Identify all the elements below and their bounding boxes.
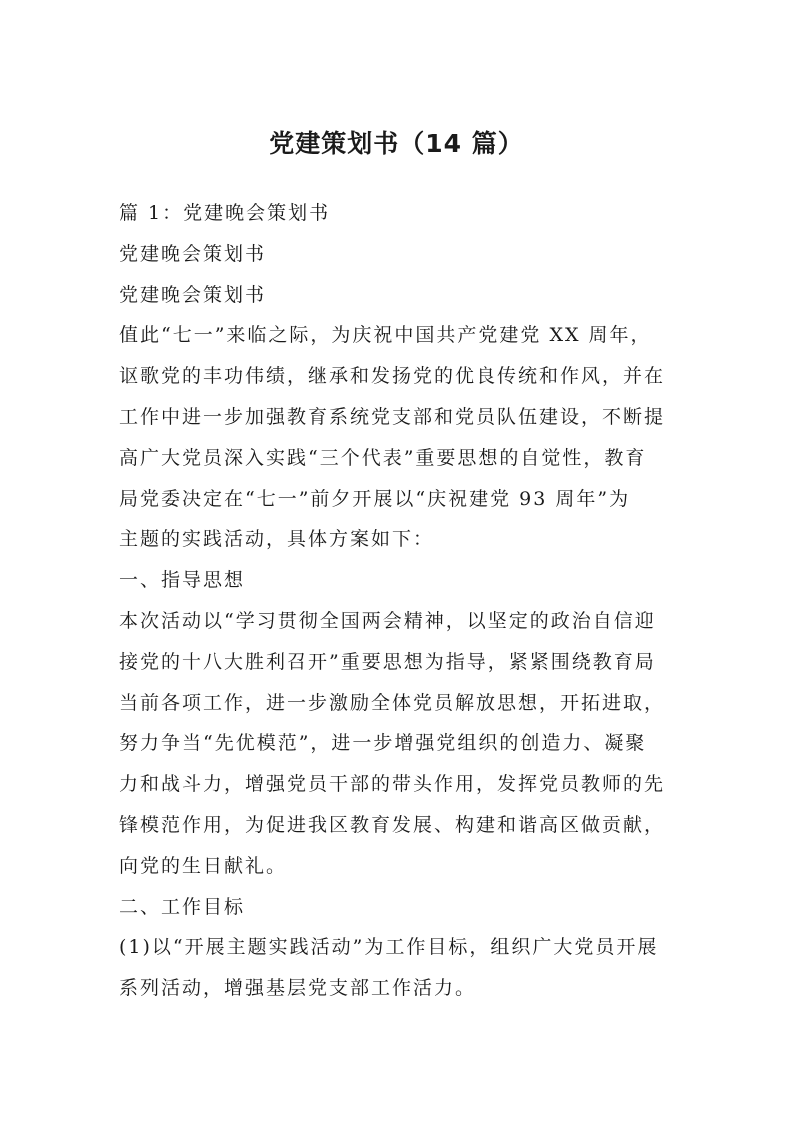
guiding-ideology-paragraph — [119, 601, 675, 887]
heading-piece-1: 篇 1：党建晚会策划书 — [119, 202, 331, 224]
paragraph-line: 接党的十八大胜利召开”重要思想为指导，紧紧围绕教育局 — [119, 650, 656, 673]
document-body — [119, 193, 675, 1009]
paragraph-line: 工作中进一步加强教育系统党支部和党员队伍建设，不断提 — [119, 405, 666, 428]
paragraph-line: 努力争当“先优模范”，进一步增强党组织的创造力、凝聚 — [119, 732, 647, 755]
section-heading-work-goals: 二、工作目标 — [119, 895, 246, 918]
paragraph-line: 局党委决定在“七一”前夕开展以“庆祝建党 93 周年”为 — [119, 487, 631, 510]
document-title: 党建策划书（14 篇） — [269, 129, 524, 158]
section-heading-guiding-ideology: 一、指导思想 — [119, 569, 246, 592]
work-goals-paragraph — [119, 927, 675, 1009]
paragraph-line: (1)以“开展主题实践活动”为工作目标，组织广大党员开展 — [119, 936, 659, 959]
paragraph-line: 向党的生日献礼。 — [119, 854, 288, 877]
paragraph-line: 力和战斗力，增强党员干部的带头作用，发挥党员教师的先 — [119, 773, 666, 796]
paragraph-line: 当前各项工作，进一步激励全体党员解放思想，开拓进取， — [119, 691, 666, 714]
paragraph-line: 高广大党员深入实践“三个代表”重要思想的自觉性，教育 — [119, 446, 647, 469]
paragraph-line: 主题的实践活动，具体方案如下： — [119, 528, 435, 551]
heading-plan-repeat: 党建晚会策划书 — [119, 283, 267, 306]
paragraph-line: 锋模范作用，为促进我区教育发展、构建和谐高区做贡献， — [119, 813, 666, 836]
intro-paragraph — [119, 315, 675, 560]
paragraph-line: 本次活动以“学习贯彻全国两会精神，以坚定的政治自信迎 — [119, 609, 656, 632]
paragraph-line: 值此“七一”来临之际，为庆祝中国共产党建党 XX 周年， — [119, 324, 652, 347]
heading-plan: 党建晚会策划书 — [119, 242, 267, 265]
paragraph-line: 讴歌党的丰功伟绩，继承和发扬党的优良传统和作风，并在 — [119, 365, 666, 388]
paragraph-line: 系列活动，增强基层党支部工作活力。 — [119, 977, 477, 1000]
